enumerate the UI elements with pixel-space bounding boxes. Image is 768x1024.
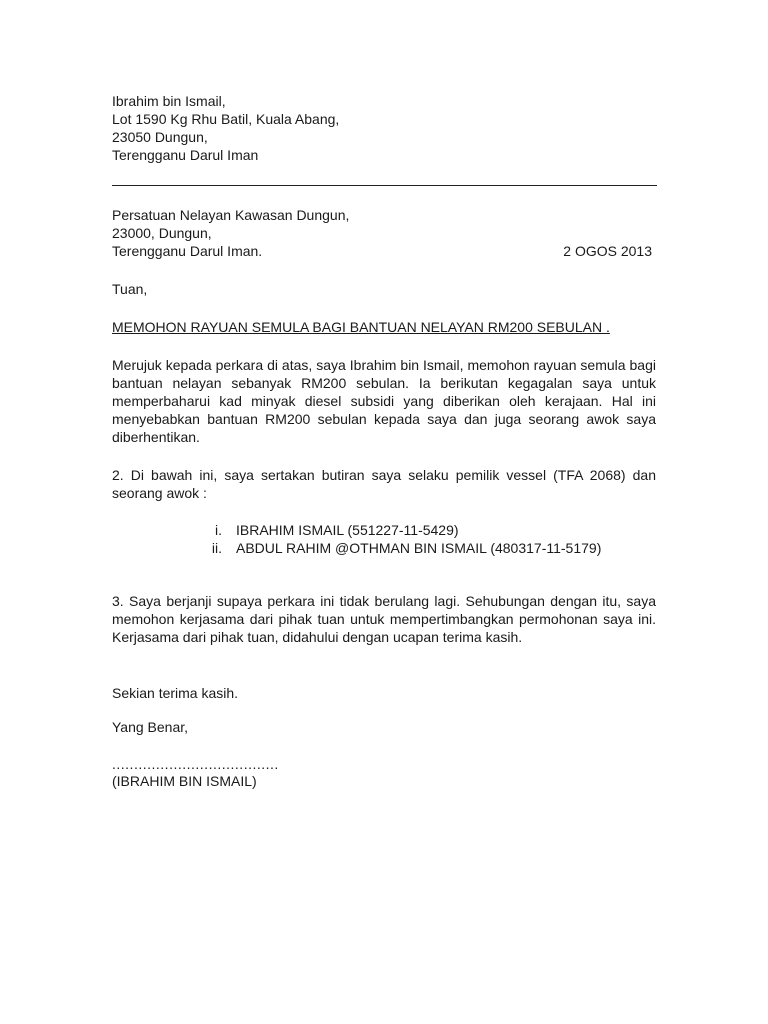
crew-list [198,521,656,557]
paragraph-2: 2. Di bawah ini, saya sertakan butiran saya selaku pemilik vessel (TFA 2068) dan seorang awok : [112,467,656,501]
sender-address-line-1: Lot 1590 Kg Rhu Batil, Kuala Abang, [112,111,340,127]
recipient-block [112,206,656,260]
divider-line [112,185,657,186]
sign-off: Yang Benar, [112,719,189,735]
sender-address-line-3: Terengganu Darul Iman [112,147,259,163]
signer-name: (IBRAHIM BIN ISMAIL) [112,773,257,789]
closing-line: Sekian terima kasih. [112,685,239,701]
letter-date: 2 OGOS 2013 [563,243,652,259]
subject-line: MEMOHON RAYUAN SEMULA BAGI BANTUAN NELAYAN RM200 SEBULAN . [112,319,610,335]
sender-address-line-2: 23050 Dungun, [112,129,208,145]
sender-name: Ibrahim bin Ismail, [112,93,226,109]
recipient-name: Persatuan Nelayan Kawasan Dungun, [112,207,350,223]
list-item-number: ii. [211,540,222,556]
list-item-text: ABDUL RAHIM @OTHMAN BIN ISMAIL (480317-11-5179) [236,540,602,556]
list-item-number: i. [215,522,222,538]
letter [112,92,656,790]
list-item [198,539,656,557]
paragraph-3: 3. Saya berjanji supaya perkara ini tidak berulang lagi. Sehubungan dengan itu, saya memohon kerjasama dari pihak tuan untuk mempertimbangkan permohonan saya ini. Kerjasama dari pihak tuan, didahului dengan ucapan terima kasih. [112,593,656,645]
list-item [198,521,656,539]
salutation: Tuan, [112,281,148,297]
sender-block [112,92,656,164]
signature-line: ...................................... [112,756,279,772]
recipient-address-line-1: 23000, Dungun, [112,225,212,241]
recipient-address-line-2: Terengganu Darul Iman. [112,243,263,259]
paragraph-1: Merujuk kepada perkara di atas, saya Ibrahim bin Ismail, memohon rayuan semula bagi bantuan nelayan sebanyak RM200 sebulan. Ia berikutan kegagalan saya untuk memperbaharui kad minyak diesel subsidi yang diberikan oleh kerajaan. Hal ini menyebabkan bantuan RM200 sebulan kepada saya dan juga seorang awok saya diberhentikan. [112,357,656,445]
list-item-text: IBRAHIM ISMAIL (551227-11-5429) [236,522,459,538]
